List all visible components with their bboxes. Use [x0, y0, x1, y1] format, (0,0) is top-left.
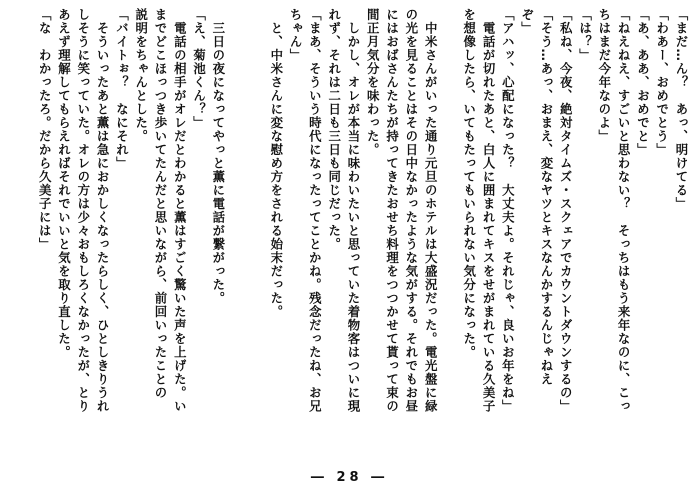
text-line: あえず理解してもらえればそれでいいと気を取り直した。: [56, 8, 72, 359]
text-line: しそうに笑っていた。オレの方は少々おもしろくなかったが、とり: [75, 8, 91, 413]
text-line: 説明をちゃんとした。: [133, 8, 149, 143]
text-line: そういったあと薫は急におかしくなったらしく、ひとしきりうれ: [95, 8, 111, 413]
text-line: 「え、菊池くん？」: [191, 8, 207, 130]
text-line: ちゃん」: [288, 8, 304, 62]
text-line: 「バイトぉ？ なにそれ」: [114, 8, 130, 170]
text-line: [228, 8, 247, 463]
text-line: 「あ、ああ、おめでと」: [635, 8, 651, 157]
text-line: 中米さんがいった通り元旦のホテルは大盛況だった。電光盤に緑: [423, 8, 439, 413]
text-line: しかし、オレが本当に味わいたいと思っていた着物客はついに現: [345, 8, 361, 413]
text-line: ちはまだ今年なのよ」: [596, 8, 612, 143]
text-line: と、中米さんに変な慰め方をされる始末だった。: [268, 8, 284, 319]
text-line: 「そう…あっ、おまえ、変なヤツとキスなんかするんじゃねえ: [538, 8, 554, 386]
text-line: 「は？」: [577, 8, 593, 62]
novel-body-text: [8, 8, 691, 463]
page-number: ― 28 ―: [310, 470, 389, 485]
text-line: 「な わかったろ。だから久美子には」: [37, 8, 53, 251]
text-line: 電話が切れたあと、白人に囲まれてキスをせがまれている久美子: [481, 8, 497, 413]
text-line: 「まだ…ん？ あっ、明けてる」: [674, 8, 689, 211]
text-line: [247, 8, 266, 463]
text-line: れず、それは二日も三日も同じだった。: [326, 8, 342, 251]
text-line: を想像したら、いてもたってもいられない気分になった。: [461, 8, 477, 359]
text-line: 「ねえねえ、すごいと思わない？ そっちはもう来年なのに、こっ: [616, 8, 632, 413]
text-line: ぞ」: [519, 8, 535, 35]
text-line: 間正月気分を味わった。: [365, 8, 381, 157]
text-line: 「わあー、おめでとう」: [654, 8, 670, 157]
text-line: 電話の相手がオレだとわかると薫はすごく驚いた声を上げた。い: [172, 8, 188, 413]
text-line: [440, 8, 459, 463]
text-line: までどこほっつき歩いてたんだと思いながら、前回いったことの: [152, 8, 168, 400]
text-line: の光を見ることはその日中なかったような気がする。それでもお昼: [403, 8, 419, 413]
text-line: にはおばさんたちが持ってきたおせち料理をつつかせて貰って束の: [384, 8, 400, 413]
text-line: 三日の夜になってやっと薫に電話が繋がった。: [210, 8, 226, 305]
text-line: 「アハッ、心配になった？ 大丈夫よ。それじゃ、良いお年をね」: [500, 8, 516, 413]
text-line: 「まあ、そういう時代になったってことかね。残念だったね、お兄: [307, 8, 323, 413]
text-line: 「私ね、今夜、絶対タイムズ・スクェアでカウントダウンするの」: [558, 8, 574, 413]
